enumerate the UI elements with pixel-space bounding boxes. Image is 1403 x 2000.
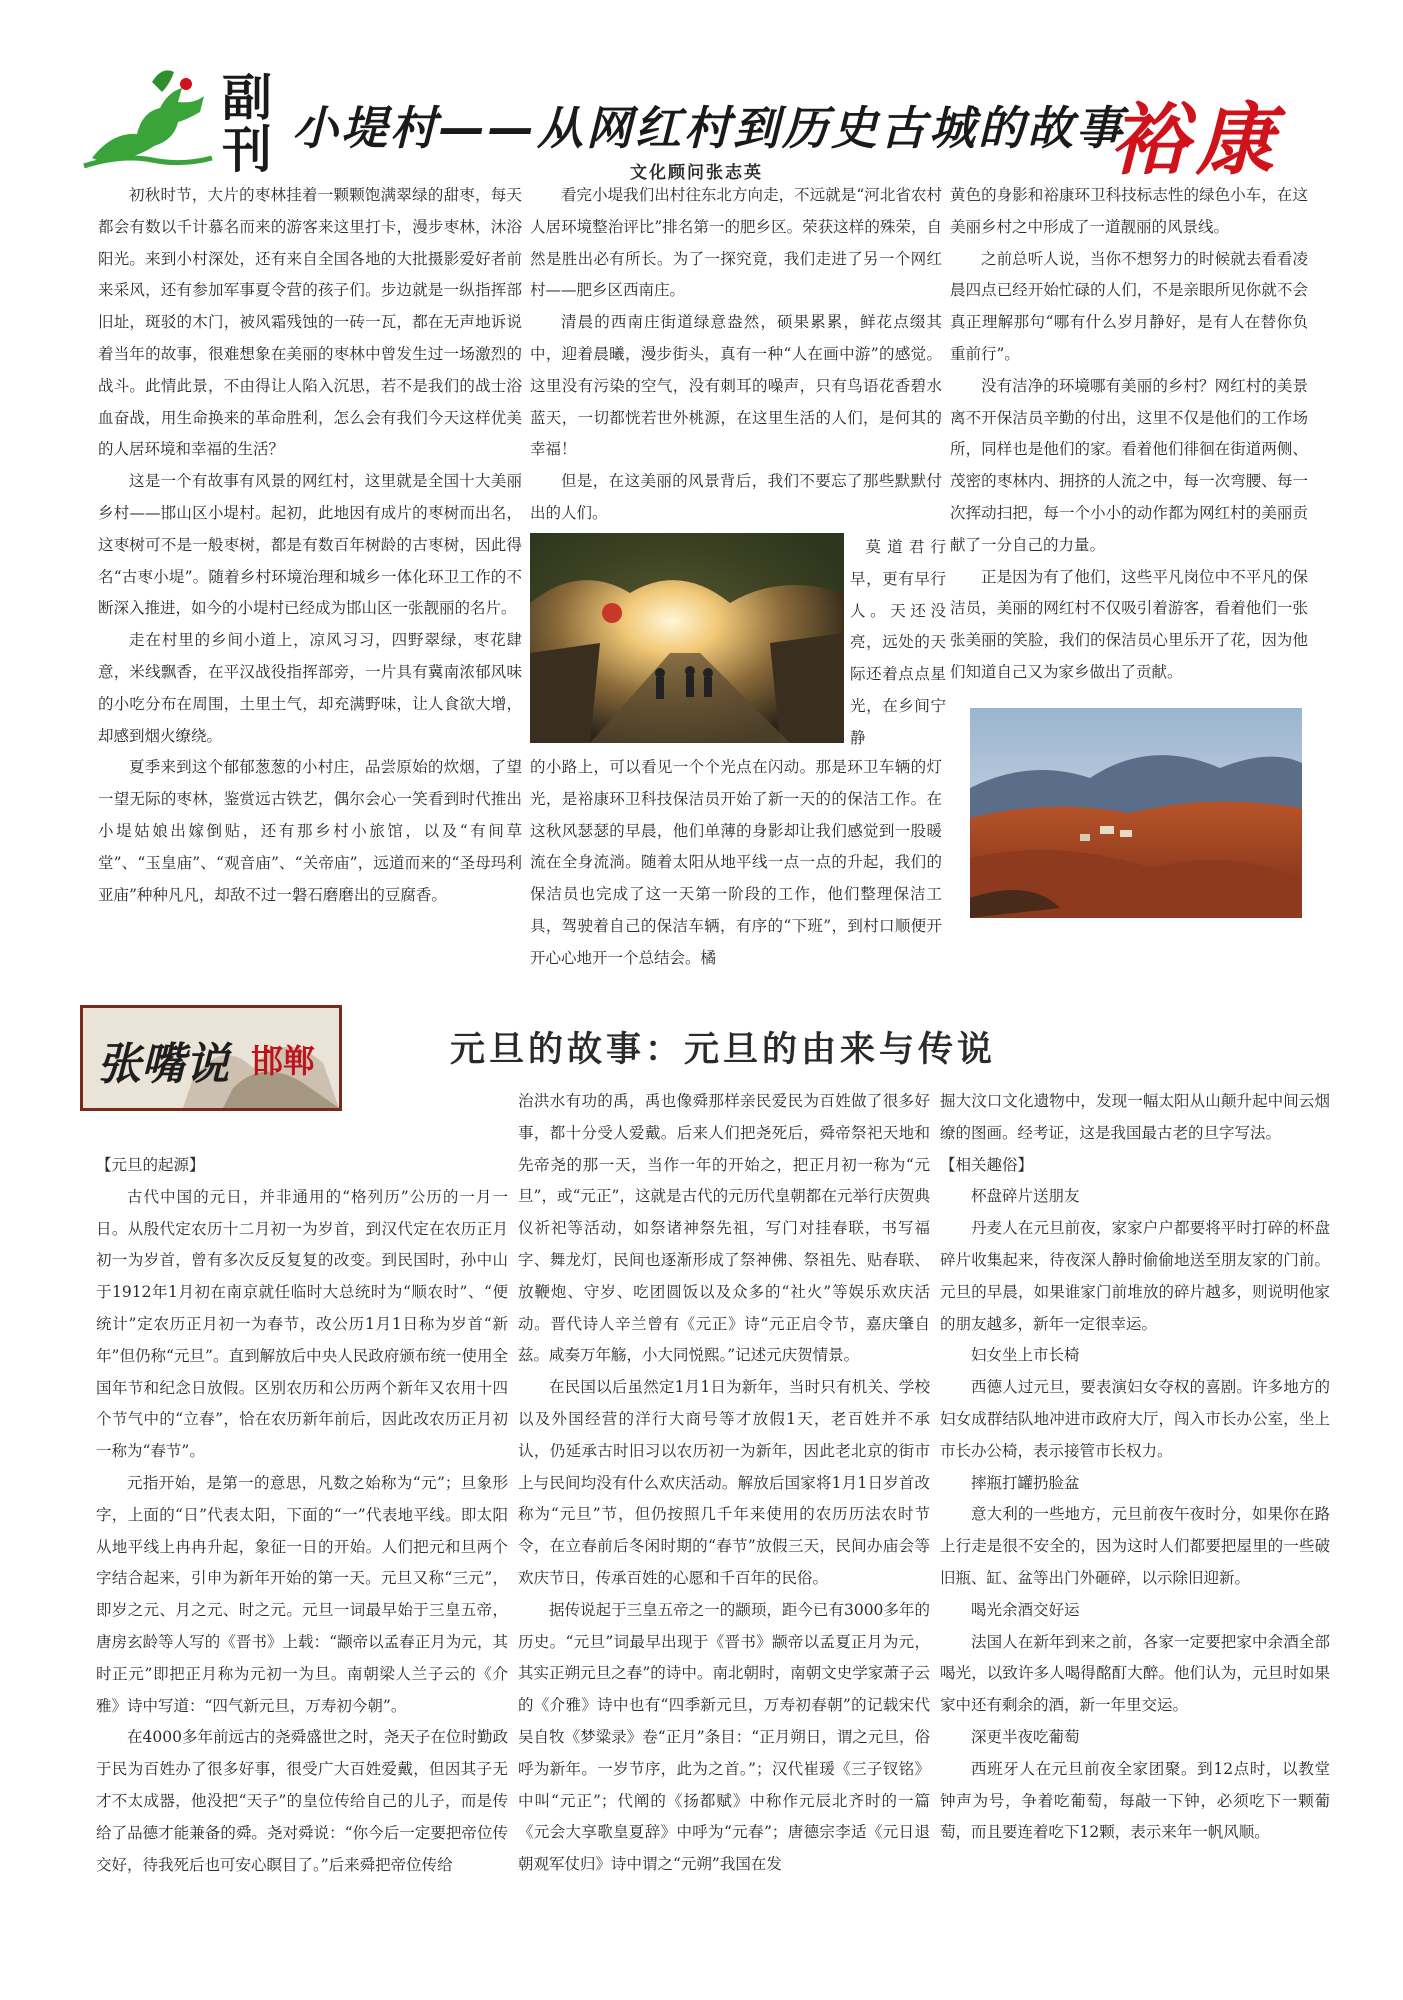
paragraph: 看完小堤我们出村往东北方向走，不远就是“河北省农村人居环境整治评比”排名第一的肥乡区。荣获这样的殊荣，自然是胜出必有所长。为了一探究竟，我们走进了另一个网红村——肥乡区西南庄。 (530, 186, 942, 300)
paragraph: 没有洁净的环境哪有美丽的乡村？网红村的美景离不开保洁员辛勤的付出，这里不仅是他们的工作场所，同样也是他们的家。看着他们徘徊在街道两侧、茂密的枣林内、拥挤的人流之中，每一次弯腰、每一次挥动扫把，每一个小小的动作都为网红村的美丽贡献了一分自己的力量。 (950, 376, 1308, 554)
paragraph: 掘大汶口文化遗物中，发现一幅太阳从山颠升起中间云烟缭的图画。经考证，这是我国最古老的旦字写法。 (940, 1092, 1330, 1142)
custom-heading: 深更半夜吃葡萄 (971, 1727, 1080, 1746)
paragraph: 清晨的西南庄街道绿意盎然，硕果累累，鲜花点缀其中，迎着晨曦，漫步街头，真有一种“人在画中游”的感觉。这里没有污染的空气，没有刺耳的噪声，只有鸟语花香碧水蓝天，一切都恍若世外桃源，在这里生活的人们，是何其的幸福！ (530, 313, 942, 459)
paragraph: 这是一个有故事有风景的网红村，这里就是全国十大美丽乡村——邯山区小堤村。起初，此地因有成片的枣树而出名，这枣树可不是一般枣树，都是有数百年树龄的古枣树，因此得名“古枣小堤”。随着乡村环境治理和城乡一体化环卫工作的不断深入推进，如今的小堤村已经成为邯山区一张靓丽的名片。 (98, 472, 522, 618)
byline: 文化顾问张志英 (630, 163, 763, 183)
paragraph: 在4000多年前远古的尧舜盛世之时，尧天子在位时勤政于民为百姓办了很多好事，很受广大百姓爱戴，但因其子无才不太成器，他没把“天子”的皇位传给自己的儿子，而是传给了品德才能兼备的舜。尧对舜说：“你今后一定要把帝位传交好，待我死后也可安心瞑目了。”后来舜把帝位传给 (96, 1728, 508, 1874)
paragraph: 意大利的一些地方，元旦前夜午夜时分，如果你在路上行走是很不安全的，因为这时人们都要把屋里的一些破旧瓶、缸、盆等出门外砸碎，以示除旧迎新。 (940, 1505, 1330, 1587)
paragraph: 黄色的身影和裕康环卫科技标志性的绿色小车，在这美丽乡村之中形成了一道靓丽的风景线。 (950, 186, 1308, 236)
article2-column-3 (940, 1086, 1330, 1849)
article2-column-1 (96, 1150, 508, 1881)
paragraph: 古代中国的元日，并非通用的“格列历”公历的一月一日。从殷代定农历十二月初一为岁首，到汉代定在农历正月初一为岁首，曾有多次反反复复的改变。到民国时，孙中山于1912年1月初在南京就任临时大总统时为“顺农时”、“便统计”定农历正月初一为春节，改公历1月1日称为岁首“新年”但仍称“元旦”。直到解放后中央人民政府颁布统一使用全国年节和纪念日放假。区别农历和公历两个新年又农用十四个节气中的“立春”，恰在农历新年前后，因此改农历正月初一称为“春节”。 (96, 1187, 508, 1461)
custom-heading: 妇女坐上市长椅 (971, 1346, 1080, 1365)
paragraph: 治洪水有功的禹，禹也像舜那样亲民爱民为百姓做了很多好事，都十分受人爱戴。后来人们把尧死后，舜帝祭祀天地和先帝尧的那一天，当作一年的开始之，把正月初一称为“元旦”，或“元正”，这就是古代的元历代皇朝都在元举行庆贺典仪祈祀等活动，如祭诸神祭先祖，写门对挂春联，书写福字、舞龙灯，民间也逐渐形成了祭神佛、祭祖先、贴春联、放鞭炮、守岁、吃团圆饭以及众多的“社火”等娱乐欢庆活动。晋代诗人辛兰曾有《元正》诗“元正启令节，嘉庆肇自兹。咸奏万年觞，小大同悦熙。”记述元庆贺情景。 (518, 1092, 930, 1365)
custom-heading: 摔瓶打罐扔脸盆 (971, 1473, 1080, 1492)
badge-main-text: 张嘴说 (97, 1039, 229, 1090)
paragraph: 元指开始，是第一的意思，凡数之始称为“元”；旦象形字，上面的“日”代表太阳，下面的“一”代表地平线。即太阳从地平线上冉冉升起，象征一日的开始。人们把元和旦两个字结合起来，引申为新年开始的第一天。元旦又称“三元”，即岁之元、月之元、时之元。元旦一词最早始于三皇五帝，唐房玄龄等人写的《晋书》上载：“颛帝以孟春正月为元，其时正元”即把正月称为元初一为旦。南朝梁人兰子云的《介雅》诗中写道：“四气新元旦，万寿初今朝”。 (96, 1473, 508, 1715)
paragraph: 夏季来到这个郁郁葱葱的小村庄，品尝原始的炊烟，了望一望无际的枣林，鉴赏远古铁艺，偶尔会心一笑看到时代推出小堤姑娘出嫁倒贴，还有那乡村小旅馆，以及“有间草堂”、“玉皇庙”、“观音庙”、“关帝庙”，远道而来的“圣母玛利亚庙”种种凡凡，却敌不过一磐石磨磨出的豆腐香。 (98, 758, 522, 904)
paragraph: 法国人在新年到来之前，各家一定要把家中余酒全部喝光，以致许多人喝得酩酊大醉。他们认为，元旦时如果家中还有剩余的酒，新一年里交运。 (940, 1632, 1330, 1715)
section-title: 元旦的故事：元旦的由来与传说 (450, 1030, 997, 1070)
section-label-char: 副 (222, 69, 272, 127)
section-heading: 【相关趣俗】 (940, 1155, 1034, 1174)
paragraph: 正是因为有了他们，这些平凡岗位中不平凡的保洁员，美丽的网红村不仅吸引着游客，看着他们一张张美丽的笑脸，我们的保洁员心里乐开了花，因为他们知道自己又为家乡做出了贡献。 (950, 567, 1308, 681)
column-badge (80, 1005, 342, 1111)
page-title: 小堤村——从网红村到历史古城的故事 (292, 101, 1125, 155)
paragraph: 莫道君行早，更有早行人。天还没亮，远处的天际还着点点星光，在乡间宁静 (850, 538, 946, 747)
paragraph: 在民国以后虽然定1月1日为新年，当时只有机关、学校以及外国经营的洋行大商号等才放假1天，老百姓并不承认，仍延承古时旧习以农历初一为新年，因此老北京的街市上与民间均没有什么欢庆活动。解放后国家将1月1日岁首改称为“元旦”节，但仍按照几千年来使用的农历历法农时节令，在立春前后冬闲时期的“春节”放假三天，民间办庙会等欢庆节日，传承百姓的心愿和千百年的民俗。 (518, 1378, 930, 1587)
article1-column-3 (950, 180, 1308, 689)
paragraph: 的小路上，可以看见一个个光点在闪动。那是环卫车辆的灯光，是裕康环卫科技保洁员开始了新一天的的保洁工作。在这秋风瑟瑟的早晨，他们单薄的身影却让我们感觉到一股暖流在全身流淌。随着太阳从地平线一点一点的升起，我们的保洁员也完成了这一天第一阶段的工作，他们整理保洁工具，驾驶着自己的保洁车辆，有序的“下班”，到村口顺便开开心心地开一个总结会。橘 (530, 758, 942, 967)
article1-column-1 (98, 180, 522, 911)
paragraph: 据传说起于三皇五帝之一的颛顼，距今已有3000多年的历史。“元旦”词最早出现于《晋书》颛帝以孟夏正月为元，其实正朔元旦之春”的诗中。南北朝时，南朝文史学家萧子云的《介雅》诗中也有“四季新元旦，万寿初春朝”的记载宋代吴自牧《梦粱录》卷“正月”条目：“正月朔日，谓之元旦，俗呼为新年。一岁节序，此为之首。”；汉代崔瑗《三子钗铭》中叫“元正”；代阐的《扬都赋》中称作元辰北齐时的一篇《元会大享歌皇夏辞》中呼为“元春”；唐德宗李适《元日退朝观军仗归》诗中谓之“元朔”我国在发 (518, 1600, 930, 1874)
article2-column-2 (518, 1086, 930, 1881)
section-label-char: 刊 (222, 121, 272, 179)
paragraph: 之前总听人说，当你不想努力的时候就去看看凌晨四点已经开始忙碌的人们，不是亲眼所见你就不会真正理解那句“哪有什么岁月静好，是有人在替你负重前行”。 (950, 249, 1308, 363)
paragraph: 丹麦人在元旦前夜，家家户户都要将平时打碎的杯盘碎片收集起来，待夜深人静时偷偷地送至朋友家的门前。元旦的早晨，如果谁家门前堆放的碎片越多，则说明他家的朋友越多，新年一定很幸运。 (940, 1219, 1330, 1333)
paragraph: 西德人过元旦，要表演妇女夺权的喜剧。许多地方的妇女成群结队地冲进市政府大厅，闯入市长办公室，坐上市长办公椅，表示接管市长权力。 (940, 1378, 1330, 1460)
section-heading: 【元旦的起源】 (96, 1156, 205, 1174)
paragraph: 西班牙人在元旦前夜全家团聚。到12点时，以教堂钟声为号，争着吃葡萄，每敲一下钟，必须吃下一颗葡萄，而且要连着吃下12颗，表示来年一帆风顺。 (940, 1759, 1330, 1842)
article1-column-2 (530, 180, 942, 530)
custom-heading: 杯盘碎片送朋友 (971, 1187, 1080, 1206)
paragraph: 初秋时节，大片的枣林挂着一颗颗饱满翠绿的甜枣，每天都会有数以千计慕名而来的游客来这里打卡，漫步枣林，沐浴阳光。来到小村深处，还有来自全国各地的大批摄影爱好者前来采风，还有参加军事夏令营的孩子们。步边就是一纵指挥部旧址，斑驳的木门，被风霜残蚀的一砖一瓦，都在无声地诉说着当年的故事，很难想象在美丽的枣林中曾发生过一场激烈的战斗。此情此景，不由得让人陷入沉思，若不是我们的战士浴血奋战，用生命换来的革命胜利，怎么会有我们今天这样优美的人居环境和幸福的生活？ (98, 186, 522, 459)
logo (82, 62, 218, 172)
paragraph: 走在村里的乡间小道上，凉风习习，四野翠绿，枣花肆意，米线飘香，在平汉战役指挥部旁，一片具有冀南浓郁风味的小吃分布在周围，土里土气，却充满野味，让人食欲大增，却感到烟火缭绕。 (98, 631, 522, 745)
section-label (222, 69, 278, 179)
horse-rider-logo-icon (82, 62, 218, 172)
village-street-photo (530, 533, 844, 743)
article1-column-2-beside-photo (850, 532, 946, 755)
badge-city-text: 邯郸 (251, 1042, 316, 1080)
brand-logo: 裕康 (1110, 95, 1283, 186)
landscape-photo (970, 708, 1302, 918)
article1-column-2-after-photo (530, 752, 942, 975)
custom-heading: 喝光余酒交好运 (971, 1600, 1080, 1619)
paragraph: 但是，在这美丽的风景背后，我们不要忘了那些默默付出的人们。 (530, 472, 942, 522)
